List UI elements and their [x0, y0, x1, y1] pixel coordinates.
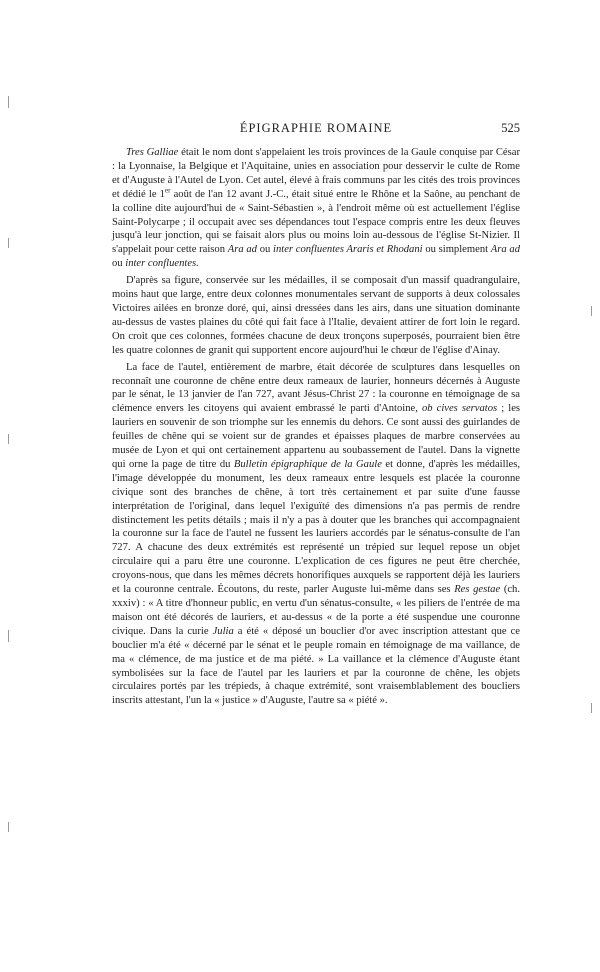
paragraph [112, 274, 520, 357]
paragraph [112, 146, 520, 271]
text-run: août de l'an 12 avant J.-C., était situé entre le Rhône et la Saône, au penchant de la colline dite aujourd'hui de « Saint-Sébastien », à l'endroit même où est actuellement l'église Saint-Polycarpe ; il occupait avec ses dépendances tout l'espace compris entre les deux fleuves jusqu'à leur jonction, qui se faisait alors plus ou moins loin au-dessous de l'église St-Nizier. Il s'appelait pour cette raison [112, 188, 521, 256]
italic-text: inter confluentes Araris et Rhodani [273, 244, 423, 256]
running-header [112, 121, 520, 137]
italic-text: Ara ad [490, 244, 521, 256]
left-margin-mark [8, 822, 9, 832]
body-text [112, 146, 520, 711]
italic-text: Res gestae [454, 584, 501, 596]
text-run: ; les lauriers en souvenir de son triomphe sur les ennemis du dehors. Ce sont aussi des guirlandes de feuilles de chêne qui se voient sur de grandes et épaisses plaques de marbre conservées au musée de Lyon et qui ont certainement appartenu au soubassement de l'autel. Dans la vignette qui orne la page de titre du [112, 403, 521, 470]
text-run: ou simplement [422, 244, 491, 256]
text-run: La face de l'autel, entièrement de marbre, était décorée de sculptures dans lesquelles on reconnaît une couronne de chêne entre deux rameaux de laurier, honneurs décernés à Auguste par le sénat, le 13 janvier de l'an 727, avant Jésus-Christ 27 : la couronne en témoignage de sa clémence envers les citoyens qui avaient embrassé le parti d'Antoine, [112, 361, 520, 415]
left-margin-mark [8, 434, 9, 444]
italic-text: inter confluentes. [125, 258, 199, 270]
text-run: a été « déposé un bouclier d'or avec inscription attestant que ce bouclier m'a été « décerné par le sénat et le peuple romain en témoignage de ma vaillance, de ma « clémence, de ma justice et de ma piété. » La vaillance et la clémence d'Auguste étant symbolisées sur la face de l'autel par les lauriers et par la couronne de chêne, les objets circulaires portés par les trépieds, à chaque extrémité, sont vraisemblablement des boucliers inscrits attestant, l'un la « justice » d'Auguste, l'autre sa « piété ». [112, 625, 521, 707]
text-run: était le nom dont s'appelaient les trois provinces de la Gaule conquise par César : la Lyonnaise, la Belgique et l'Aquitaine, unies en association pour desservir le culte de Rome et d'Auguste à l'Autel de Lyon. Cet autel, élevé à frais communs par les cités des trois provinces et dédié le 1 [112, 147, 520, 200]
italic-text: Julia [212, 625, 234, 637]
text-run: ou [256, 244, 274, 256]
right-margin-mark [591, 703, 592, 713]
text-run: ou [112, 258, 126, 270]
italic-text: ob cives servatos [421, 403, 498, 415]
left-margin-mark [8, 630, 9, 642]
left-margin-mark [8, 96, 9, 108]
paragraph [112, 361, 520, 709]
italic-text: Tres Galliae [126, 147, 179, 158]
text-run: (ch. xxxiv) : « A titre d'honneur public, en vertu d'un sénatus-consulte, « les piliers de l'entrée de ma maison ont été décorés de lauriers, et au-dessus « de la porte a été suspendue une couronne civique. Dans la curie [112, 584, 520, 637]
italic-text: Ara ad [227, 244, 257, 256]
text-run: D'après sa figure, conservée sur les médailles, il se composait d'un massif quadrangulaire, moins haut que large, entre deux colonnes monumentales servant de supports à deux colossales Victoires ailées en bronze doré, qui, ainsi dressées dans les airs, dans une situation dominante au-dessus de vastes plaines du côté qui fait face à l'Italie, devaient attirer de fort loin le regard. On croit que ces colonnes, formées chacune de deux tronçons superposés, pourraient bien être les quatre colonnes de granit qui supportent encore aujourd'hui le chœur de l'église d'Ainay. [112, 275, 520, 356]
text-run: et donne, d'après les médailles, l'image développée du monument, les deux rameaux entre lesquels est placée la couronne civique sont des branches de chêne, à tort très certainement et par suite d'une fausse interprétation de l'original, dans lequel l'exiguïté des dimensions n'a pas permis de rendre distinctement les petits détails ; mais il n'y a pas à douter que les branches qui accompagnaient la couronne sur la face de l'autel ne fussent les lauriers accordés par le sénatus-consulte de l'an 727. A chacune des deux extrémités est représenté un trépied sur lequel repose un objet circulaire qui a paru être une couronne. L'explication de ces figures ne peut être cherchée, croyons-nous, que dans les mêmes décrets honorifiques auxquels se rapportent déjà les lauriers et la couronne centrale. Écoutons, du reste, parler Auguste lui-même dans ses [112, 458, 520, 596]
page-number: 525 [501, 121, 520, 135]
right-margin-mark [591, 306, 592, 316]
running-title: ÉPIGRAPHIE ROMAINE [239, 121, 393, 135]
left-margin-mark [8, 238, 9, 248]
superscript: er [164, 186, 171, 195]
italic-text: Bulletin épigraphique de la Gaule [233, 458, 382, 470]
